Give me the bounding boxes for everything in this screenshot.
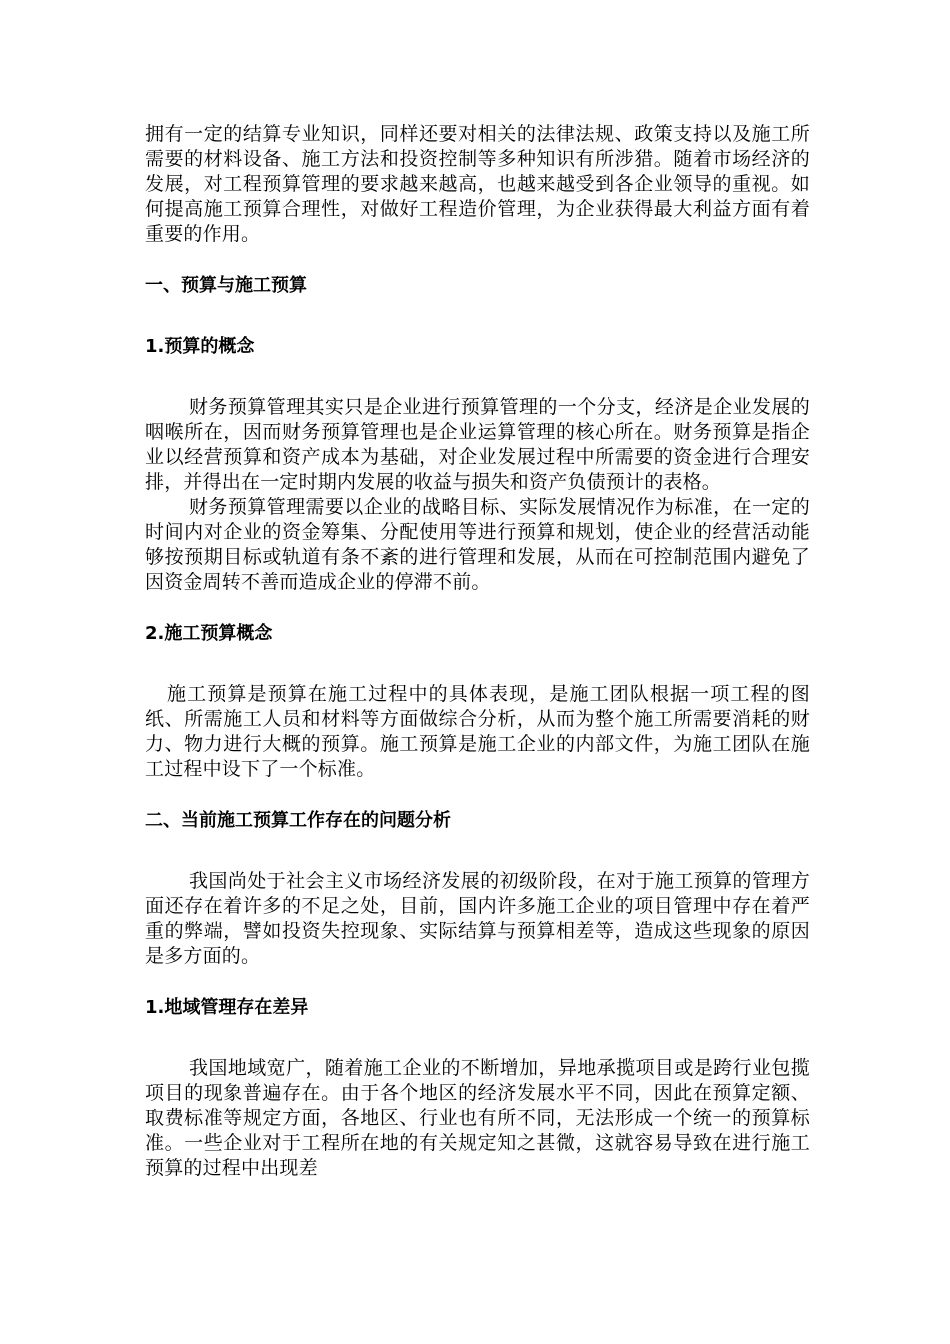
paragraph-problem-analysis: 我国尚处于社会主义市场经济发展的初级阶段，在对于施工预算的管理方面还存在着许多的不足之处，目前，国内许多施工企业的项目管理中存在着严重的弊端，譬如投资失控现象、实际结算与预算相差等，造成这些现象的原因是多方面的。 [145, 870, 810, 967]
section-heading-2: 二、当前施工预算工作存在的问题分析 [145, 810, 451, 831]
paragraph-construction-budget: 施工预算是预算在施工过程中的具体表现，是施工团队根据一项工程的图纸、所需施工人员和材料等方面做综合分析，从而为整个施工所需要消耗的财力、物力进行大概的预算。施工预算是施工企业的内部文件，为施工团队在施工过程中设下了一个标准。 [145, 683, 810, 780]
paragraph-regional-differences: 我国地域宽广，随着施工企业的不断增加，异地承揽项目或是跨行业包揽项目的现象普遍存在。由于各个地区的经济发展水平不同，因此在预算定额、取费标准等规定方面，各地区、行业也有所不同，无法形成一个统一的预算标准。一些企业对于工程所在地的有关规定知之甚微，这就容易导致在进行施工预算的过程中出现差 [145, 1057, 810, 1179]
document-page [145, 122, 810, 1181]
paragraph-budget-concept-1: 财务预算管理其实只是企业进行预算管理的一个分支，经济是企业发展的咽喉所在，因而财务预算管理也是企业运算管理的核心所在。财务预算是指企业以经营预算和资产成本为基础，对企业发展过程中所需要的资金进行合理安排，并得出在一定时期内发展的收益与损失和资产负债预计的表格。 [145, 396, 810, 493]
subsection-heading-1-2: 2.施工预算概念 [145, 623, 273, 644]
subsection-heading-2-1: 1.地域管理存在差异 [145, 997, 309, 1018]
subsection-heading-1-1: 1.预算的概念 [145, 336, 255, 357]
paragraph-budget-concept-2: 财务预算管理需要以企业的战略目标、实际发展情况作为标准，在一定的时间内对企业的资金筹集、分配使用等进行预算和规划，使企业的经营活动能够按预期目标或轨道有条不紊的进行管理和发展，从而在可控制范围内避免了因资金周转不善而造成企业的停滞不前。 [145, 496, 810, 593]
intro-paragraph: 拥有一定的结算专业知识，同样还要对相关的法律法规、政策支持以及施工所需要的材料设备、施工方法和投资控制等多种知识有所涉猎。随着市场经济的发展，对工程预算管理的要求越来越高，也越来越受到各企业领导的重视。如何提高施工预算合理性，对做好工程造价管理，为企业获得最大利益方面有着重要的作用。 [145, 123, 810, 245]
section-heading-1: 一、预算与施工预算 [145, 275, 307, 296]
